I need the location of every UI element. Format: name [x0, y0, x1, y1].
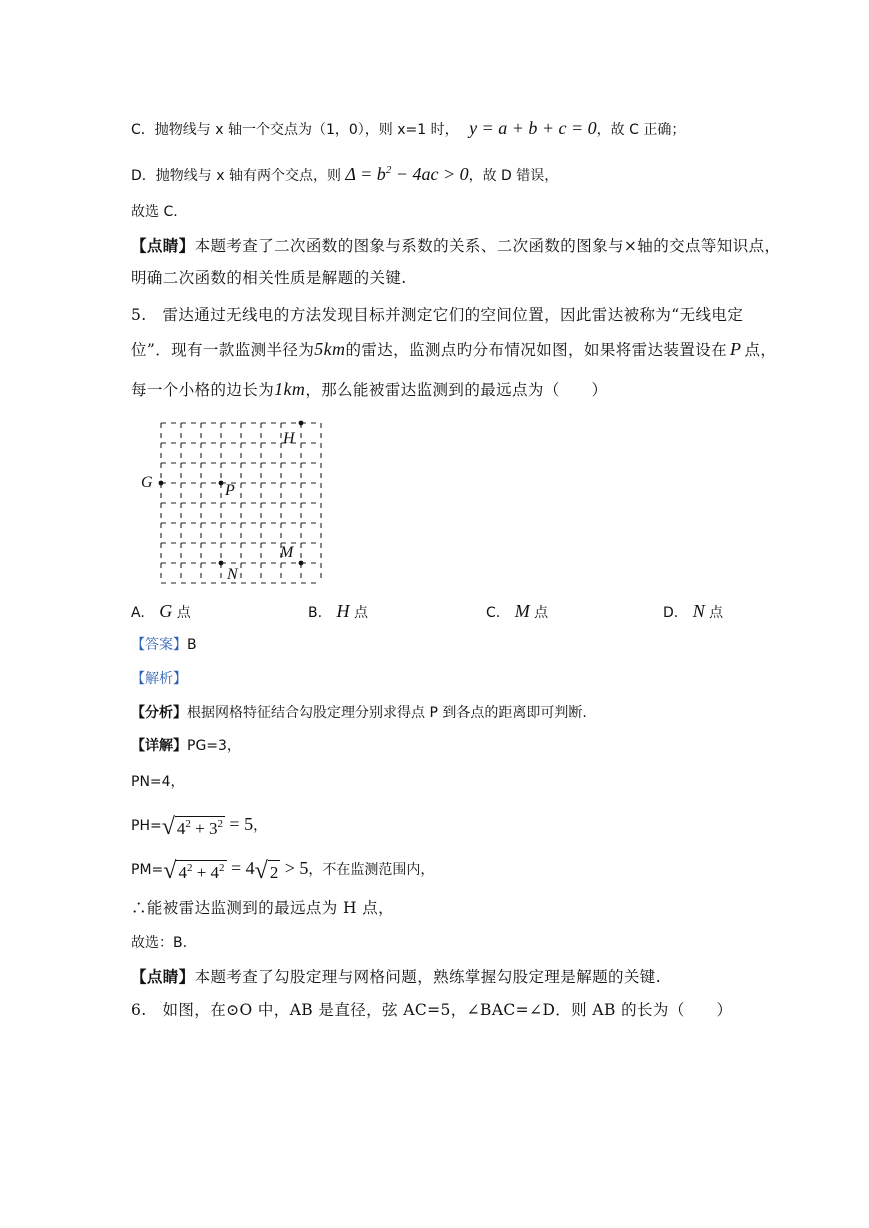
- pm-line: [131, 858, 434, 884]
- option-d-letter: N: [692, 601, 705, 621]
- option-c-key: C.: [486, 605, 501, 621]
- option-d-conclusion: ，故 D 错误，: [468, 168, 559, 184]
- ph-sqrt: √ $4^2 + 3^2$: [161, 814, 223, 840]
- option-a-letter: G: [159, 601, 173, 621]
- discriminant-left: Δ = b: [345, 164, 386, 184]
- option-d-explanation: [131, 164, 558, 186]
- xiangjie-line: [131, 736, 241, 756]
- option-c-conclusion: ，故 C 正确；: [596, 122, 686, 138]
- question-5-text-c: 点，: [744, 341, 777, 359]
- analysis-tag: 【解析】: [131, 671, 187, 687]
- comment-1: [131, 236, 780, 256]
- grid-labels: [141, 430, 296, 583]
- label-p: P: [225, 482, 235, 499]
- fenxi-line: [131, 703, 587, 723]
- fenxi-text: 根据网格特征结合勾股定理分别求得点 P 到各点的距离即可判断.: [187, 705, 587, 721]
- pm-tail: ，不在监测范围内，: [308, 862, 435, 878]
- point-g: [159, 481, 164, 486]
- question-5-line2: [131, 339, 776, 360]
- option-d[interactable]: [663, 601, 723, 623]
- pm-label: PM=: [131, 862, 164, 878]
- question-5-text-d: 每一个小格的边长为: [131, 381, 275, 399]
- option-c-text: C．抛物线与 x 轴一个交点为（1，0），则 x=1 时，: [131, 122, 459, 138]
- discriminant-right: − 4ac > 0: [391, 164, 469, 184]
- question-6: 6. 如图，在⊙O 中，AB 是直径，弦 AC=5，∠BAC=∠D．则 AB 的长为（ ）: [131, 1001, 733, 1019]
- pm-sqrt: √ $4^2 + 4^2$: [163, 858, 225, 884]
- question-5-line3: [131, 379, 607, 400]
- option-a[interactable]: [131, 601, 191, 623]
- pm-term-b: 4: [210, 863, 220, 882]
- therefore-line: ∴能被雷达监测到的最远点为 H 点，: [131, 899, 395, 917]
- comment-2-tag: 【点睛】: [131, 967, 195, 986]
- label-h: H: [283, 430, 295, 447]
- option-b-suffix: 点: [353, 605, 368, 621]
- answer-tag: 【答案】: [131, 637, 187, 653]
- question-5-options: [131, 601, 751, 623]
- comment-2-text: 本题考查了勾股定理与网格问题，熟练掌握勾股定理是解题的关键.: [194, 968, 662, 986]
- question-5-text-a: 位”．现有一款监测半径为: [131, 341, 315, 359]
- option-c-explanation: [131, 118, 685, 140]
- ph-line: [131, 814, 267, 840]
- pm-result-sqrt: √ 2: [254, 858, 279, 884]
- comment-2: [131, 967, 661, 987]
- choose-b: 故选：B.: [131, 935, 188, 951]
- point-p-ref: P: [730, 339, 742, 359]
- option-b-letter: H: [336, 601, 350, 621]
- option-c-formula: y = a + b + c = 0: [469, 118, 597, 138]
- option-a-suffix: 点: [176, 605, 191, 621]
- question-5-line1: 5. 雷达通过无线电的方法发现目标并测定它们的空间位置，因此雷达被称为“无线电定: [131, 306, 744, 324]
- option-c-letter: M: [514, 601, 530, 621]
- question-5-text-e: ，那么能被雷达监测到的最远点为（ ）: [305, 381, 608, 399]
- option-d-suffix: 点: [709, 605, 724, 621]
- choose-c: 故选 C.: [131, 204, 178, 220]
- pm-term-a: 4: [178, 863, 187, 882]
- pn-value: PN=4，: [131, 774, 185, 790]
- option-c[interactable]: [486, 601, 548, 623]
- comment-1-text: 本题考查了二次函数的图象与系数的关系、二次函数的图象与×轴的交点等知识点，: [194, 237, 781, 255]
- pg-value: PG=3，: [187, 738, 241, 754]
- comment-1-line2: 明确二次函数的相关性质是解题的关键.: [131, 269, 407, 287]
- xiangjie-tag: 【详解】: [131, 738, 187, 754]
- ph-tail: ，: [253, 818, 268, 834]
- option-d-text: D．抛物线与 x 轴有两个交点，则: [131, 168, 341, 184]
- answer-line: [131, 635, 197, 655]
- discriminant-exponent: 2: [385, 164, 392, 176]
- option-a-key: A.: [131, 605, 145, 621]
- option-c-suffix: 点: [534, 605, 549, 621]
- answer-value: B: [187, 637, 197, 653]
- pm-result-b: > 5: [284, 858, 309, 878]
- option-b-key: B.: [308, 605, 323, 621]
- pm-result-root: 2: [268, 860, 281, 882]
- option-d-key: D.: [663, 605, 679, 621]
- point-m: [299, 561, 304, 566]
- radar-grid-figure: [137, 413, 337, 588]
- ph-term-a: 4: [176, 819, 186, 838]
- label-g: G: [141, 474, 153, 491]
- grid-size-value: 1km: [274, 379, 306, 399]
- fenxi-tag: 【分析】: [131, 705, 187, 721]
- ph-result: = 5: [229, 814, 254, 834]
- label-m: M: [280, 544, 294, 561]
- ph-label: PH=: [131, 818, 162, 834]
- comment-1-tag: 【点睛】: [131, 236, 195, 255]
- ph-term-b: 3: [208, 819, 218, 838]
- point-p: [219, 481, 224, 486]
- question-5-text-b: 的雷达，监测点旳分布情况如图，如果将雷达装置设在: [345, 341, 728, 359]
- pm-result-a: = 4: [230, 858, 255, 878]
- label-n: N: [227, 566, 238, 583]
- radius-value: 5km: [314, 339, 346, 359]
- option-b[interactable]: [308, 601, 368, 623]
- grid-lines: [161, 423, 321, 583]
- option-d-formula: [345, 164, 468, 184]
- point-h: [299, 421, 304, 426]
- point-n: [219, 561, 224, 566]
